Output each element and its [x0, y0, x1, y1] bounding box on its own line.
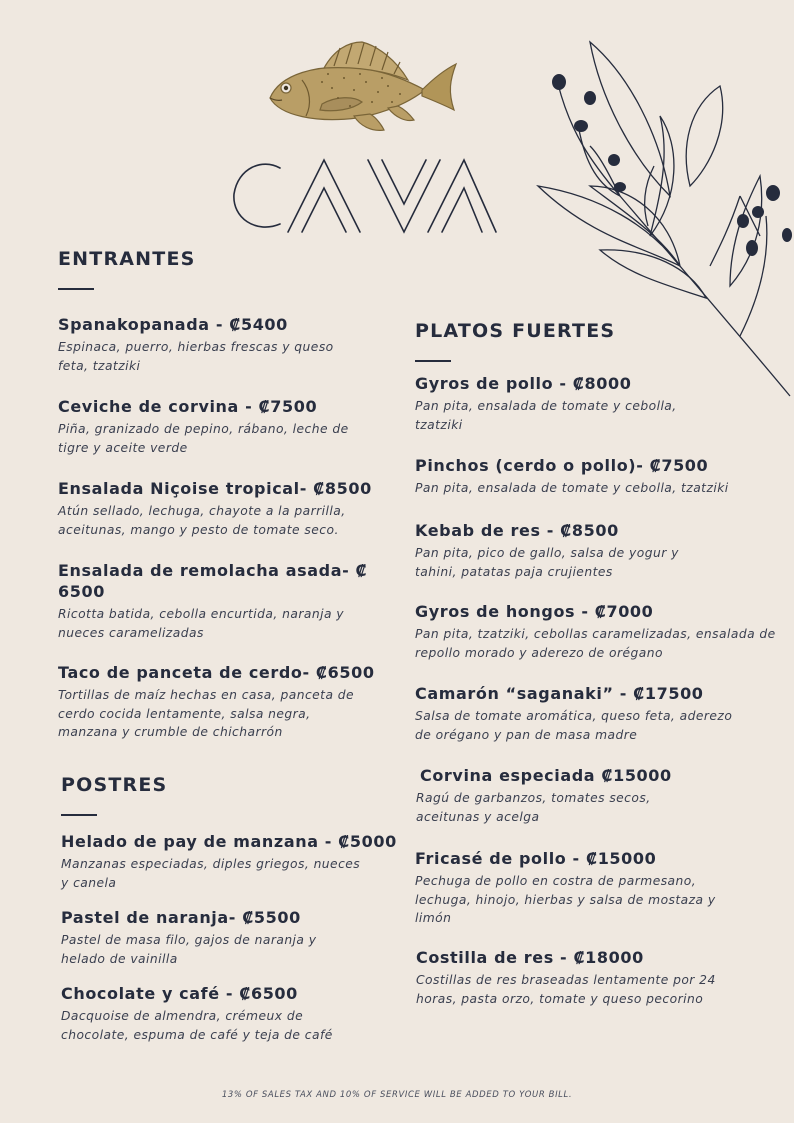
- menu-item-desc: Costillas de res braseadas lentamente por 24 horas, pasta orzo, tomate y queso pecorino: [416, 973, 716, 1006]
- menu-item-name: Chocolate y café - ₡6500: [61, 984, 298, 1003]
- menu-item-name: Pastel de naranja- ₡5500: [61, 908, 301, 927]
- menu-item-desc: Pan pita, pico de gallo, salsa de yogur y tahini, patatas paja crujientes: [415, 546, 679, 579]
- menu-item-desc: Piña, granizado de pepino, rábano, leche de tigre y aceite verde: [58, 422, 349, 455]
- menu-item-desc: Ricotta batida, cebolla encurtida, naranja y nueces caramelizadas: [58, 607, 345, 640]
- fish-icon: [262, 38, 462, 134]
- section-title-platos-fuertes: PLATOS FUERTES: [415, 320, 616, 342]
- menu-item-corvina: [416, 765, 710, 826]
- section-entrantes: [58, 248, 196, 290]
- menu-item-desc: Pan pita, tzatziki, cebollas caramelizadas, ensalada de repollo morado y aderezo de orégano: [415, 627, 776, 660]
- menu-item-name: Helado de pay de manzana - ₡5000: [61, 832, 397, 851]
- menu-item-desc: Tortillas de maíz hechas en casa, panceta de cerdo cocida lentamente, salsa negra, manzana y crumble de chicharrón: [58, 688, 355, 739]
- menu-item-name: Camarón “saganaki” - ₡17500: [415, 684, 704, 703]
- menu-item-desc: Atún sellado, lechuga, chayote a la parrilla, aceitunas, mango y pesto de tomate seco.: [58, 504, 346, 537]
- menu-item-gyros-hongos: [415, 601, 783, 662]
- section-title-entrantes: ENTRANTES: [58, 248, 196, 270]
- menu-item-name: Costilla de res - ₡18000: [416, 948, 644, 967]
- section-divider: [415, 360, 451, 362]
- menu-item-ceviche: [58, 396, 370, 457]
- menu-item-name: Ensalada de remolacha asada- ₡ 6500: [58, 561, 368, 601]
- menu-item-name: Ceviche de corvina - ₡7500: [58, 397, 318, 416]
- section-title-postres: POSTRES: [61, 774, 168, 796]
- brand-title-lettering: [228, 154, 500, 236]
- menu-item-kebab: [415, 520, 715, 581]
- menu-item-desc: Salsa de tomate aromática, queso feta, aderezo de orégano y pan de masa madre: [415, 709, 733, 742]
- menu-item-fricase: [415, 848, 755, 928]
- menu-item-desc: Pechuga de pollo en costra de parmesano, lechuga, hinojo, hierbas y salsa de mostaza y limón: [415, 874, 716, 925]
- menu-item-pinchos: [415, 455, 765, 498]
- menu-item-nicoise: [58, 478, 378, 539]
- menu-item-taco: [58, 662, 375, 742]
- menu-item-desc: Ragú de garbanzos, tomates secos, aceitunas y acelga: [416, 791, 651, 824]
- brand-title: [228, 154, 500, 236]
- menu-item-name: Ensalada Niçoise tropical- ₡8500: [58, 479, 372, 498]
- menu-item-name: Fricasé de pollo - ₡15000: [415, 849, 657, 868]
- menu-item-name: Spanakopanada - ₡5400: [58, 315, 288, 334]
- menu-item-camaron: [415, 683, 735, 744]
- menu-item-desc: Espinaca, puerro, hierbas frescas y queso feta, tzatziki: [58, 340, 334, 373]
- section-postres: [61, 774, 167, 816]
- menu-item-name: Corvina especiada ₡15000: [420, 766, 672, 785]
- menu-item-name: Pinchos (cerdo o pollo)- ₡7500: [415, 456, 709, 475]
- menu-item-desc: Pan pita, ensalada de tomate y cebolla, tzatziki: [415, 481, 729, 495]
- menu-item-desc: Pastel de masa filo, gajos de naranja y helado de vainilla: [61, 933, 317, 966]
- menu-item-name: Taco de panceta de cerdo- ₡6500: [58, 663, 375, 682]
- menu-item-costilla: [416, 947, 736, 1008]
- menu-item-name: Gyros de hongos - ₡7000: [415, 602, 654, 621]
- menu-item-gyros-pollo: [415, 373, 725, 434]
- menu-item-desc: Pan pita, ensalada de tomate y cebolla, tzatziki: [415, 399, 677, 432]
- menu-item-spanakopanada: [58, 314, 368, 375]
- section-divider: [58, 288, 94, 290]
- menu-item-chocolate: [61, 983, 371, 1044]
- menu-item-desc: Dacquoise de almendra, crémeux de chocolate, espuma de café y teja de café: [61, 1009, 333, 1042]
- menu-item-desc: Manzanas especiadas, diples griegos, nueces y canela: [61, 857, 361, 890]
- menu-item-helado: [61, 831, 397, 892]
- menu-item-pastel: [61, 907, 361, 968]
- menu-item-remolacha: [58, 560, 368, 642]
- section-divider: [61, 814, 97, 816]
- section-platos-fuertes: [415, 320, 615, 362]
- footer-note: 13% OF SALES TAX AND 10% OF SERVICE WILL BE ADDED TO YOUR BILL.: [221, 1090, 573, 1100]
- menu-item-name: Kebab de res - ₡8500: [415, 521, 619, 540]
- menu-item-name: Gyros de pollo - ₡8000: [415, 374, 632, 393]
